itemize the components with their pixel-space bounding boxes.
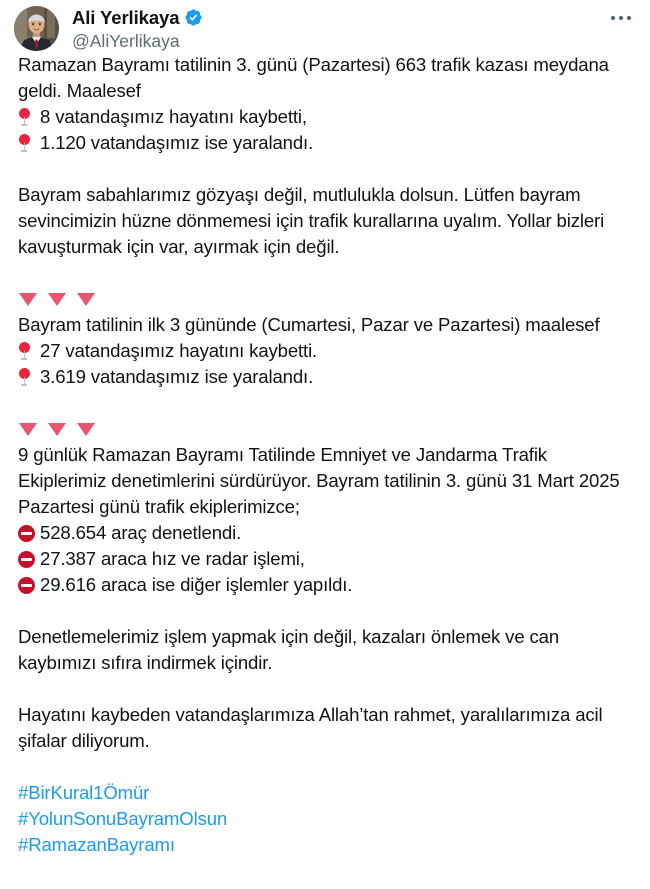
paragraph-spacer bbox=[18, 260, 632, 286]
bullet-text: 8 vatandaşımız hayatını kaybetti, bbox=[40, 106, 307, 127]
tweet-paragraph: Ramazan Bayramı tatilinin 3. günü (Pazartesi) 663 trafik kazası meydana geldi. Maalesef bbox=[18, 54, 609, 101]
down-triangle-icon bbox=[48, 423, 66, 436]
round-pushpin-emoji bbox=[18, 104, 40, 130]
bullet-text: 1.120 vatandaşımız ise yaralandı. bbox=[40, 132, 314, 153]
tweet-body bbox=[0, 52, 650, 858]
author-name-row bbox=[72, 6, 203, 29]
paragraph-spacer bbox=[18, 676, 632, 702]
round-pushpin-emoji bbox=[18, 130, 40, 156]
paragraph-spacer bbox=[18, 390, 632, 416]
tweet-paragraph: 9 günlük Ramazan Bayramı Tatilinde Emniyet ve Jandarma Trafik Ekiplerimiz denetimlerini sürdürüyor. Bayram tatilinin 3. günü 31 Mart 2025 Pazartesi günü trafik ekiplerimizce; bbox=[18, 444, 620, 517]
down-triangle-icon bbox=[19, 423, 37, 436]
bullet-line bbox=[18, 364, 632, 390]
round-pushpin-emoji bbox=[18, 338, 40, 364]
no-entry-emoji bbox=[18, 546, 40, 572]
tweet-header bbox=[0, 0, 650, 52]
bullet-line bbox=[18, 130, 632, 156]
bullet-text: 528.654 araç denetlendi. bbox=[40, 522, 242, 543]
tweet-paragraph: Bayram tatilinin ilk 3 gününde (Cumartesi, Pazar ve Pazartesi) maalesef bbox=[18, 314, 600, 335]
bullet-text: 29.616 araca ise diğer işlemler yapıldı. bbox=[40, 574, 353, 595]
bullet-line bbox=[18, 520, 632, 546]
tweet-paragraph: Bayram sabahlarımız gözyaşı değil, mutlulukla dolsun. Lütfen bayram sevincimizin hüzne dönmemesi için trafik kurallarına uyalım. Yollar bizleri kavuşturmak için var, ayırmak için değil. bbox=[18, 184, 605, 257]
dot-2 bbox=[619, 16, 623, 20]
hashtag-link[interactable]: #BirKural1Ömür bbox=[18, 782, 150, 803]
dot-3 bbox=[627, 16, 631, 20]
down-triangle-icon bbox=[48, 293, 66, 306]
no-entry-emoji bbox=[18, 572, 40, 598]
more-options-icon[interactable] bbox=[604, 8, 638, 28]
down-triangle-icon bbox=[77, 293, 95, 306]
dot-1 bbox=[611, 16, 615, 20]
bullet-text: 3.619 vatandaşımız ise yaralandı. bbox=[40, 366, 314, 387]
tweet-paragraph: Denetlemelerimiz işlem yapmak için değil, kazaları önlemek ve can kaybımızı sıfıra indirmek içindir. bbox=[18, 626, 560, 673]
paragraph-spacer bbox=[18, 598, 632, 624]
author-handle[interactable]: @AliYerlikaya bbox=[72, 31, 180, 51]
verified-badge-icon bbox=[184, 8, 203, 27]
author-identity bbox=[72, 6, 203, 52]
hashtag-link[interactable]: #YolunSonuBayramOlsun bbox=[18, 808, 228, 829]
tweet-paragraph: Hayatını kaybeden vatandaşlarımıza Allah’tan rahmet, yaralılarımıza acil şifalar diliyorum. bbox=[18, 704, 603, 751]
bullet-line bbox=[18, 338, 632, 364]
bullet-line bbox=[18, 572, 632, 598]
paragraph-spacer bbox=[18, 156, 632, 182]
bullet-line bbox=[18, 546, 632, 572]
round-pushpin-emoji bbox=[18, 364, 40, 390]
avatar[interactable] bbox=[14, 6, 59, 51]
down-triangle-icon bbox=[77, 423, 95, 436]
bullet-text: 27 vatandaşımız hayatını kaybetti. bbox=[40, 340, 318, 361]
paragraph-spacer bbox=[18, 754, 632, 780]
down-triangle-icon bbox=[19, 293, 37, 306]
triangle-separator bbox=[18, 416, 632, 442]
bullet-line bbox=[18, 104, 632, 130]
author-display-name[interactable]: Ali Yerlikaya bbox=[72, 6, 180, 28]
no-entry-emoji bbox=[18, 520, 40, 546]
triangle-separator bbox=[18, 286, 632, 312]
bullet-text: 27.387 araca hız ve radar işlemi, bbox=[40, 548, 305, 569]
hashtag-link[interactable]: #RamazanBayramı bbox=[18, 834, 175, 855]
